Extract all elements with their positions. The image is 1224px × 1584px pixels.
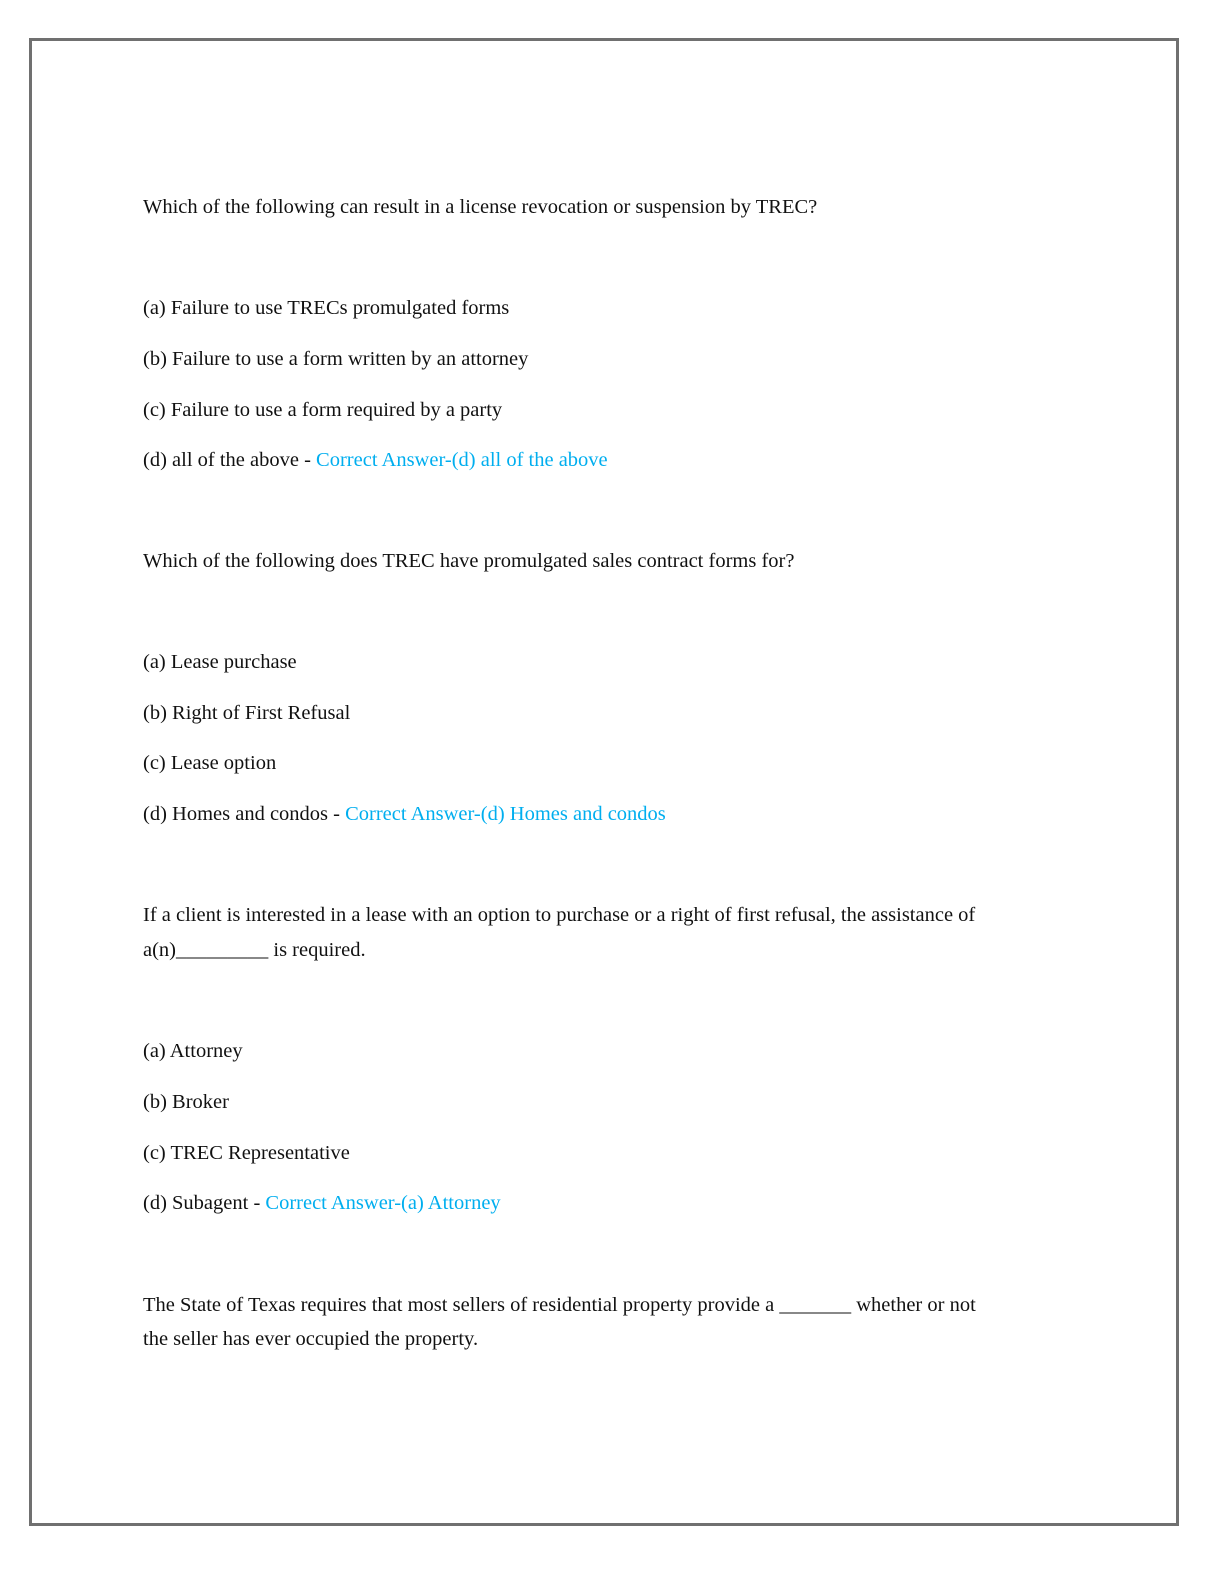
- option-a: (a) Attorney: [143, 1040, 243, 1062]
- option-d-text: (d) Homes and condos -: [143, 803, 346, 825]
- option-d-text: (d) Subagent -: [143, 1192, 266, 1214]
- question-text-line1: If a client is interested in a lease with an option to purchase or a right of first refusal, the assistance of: [143, 904, 976, 926]
- option-c: (c) Failure to use a form required by a party: [143, 399, 503, 421]
- option-a: (a) Failure to use TRECs promulgated forms: [143, 297, 510, 319]
- option-d: [143, 797, 1063, 832]
- option-d: [143, 1186, 1063, 1221]
- question-text-line1: The State of Texas requires that most sellers of residential property provide a _______ whether or not: [143, 1294, 976, 1316]
- option-c: (c) Lease option: [143, 752, 277, 774]
- correct-answer: Correct Answer-(d) all of the above: [316, 449, 608, 471]
- question-text-line2: the seller has ever occupied the property.: [143, 1328, 479, 1350]
- option-c: (c) TREC Representative: [143, 1142, 350, 1164]
- option-b: (b) Failure to use a form written by an attorney: [143, 348, 529, 370]
- correct-answer: Correct Answer-(a) Attorney: [265, 1192, 501, 1214]
- option-b: (b) Right of First Refusal: [143, 702, 351, 724]
- option-d-text: (d) all of the above -: [143, 449, 317, 471]
- option-b: (b) Broker: [143, 1091, 229, 1113]
- question-text: Which of the following can result in a license revocation or suspension by TREC?: [143, 196, 818, 218]
- question-text: Which of the following does TREC have promulgated sales contract forms for?: [143, 550, 795, 572]
- question-text-line2: a(n)_________ is required.: [143, 939, 366, 961]
- option-d: [143, 443, 1063, 478]
- correct-answer: Correct Answer-(d) Homes and condos: [345, 803, 666, 825]
- option-a: (a) Lease purchase: [143, 651, 297, 673]
